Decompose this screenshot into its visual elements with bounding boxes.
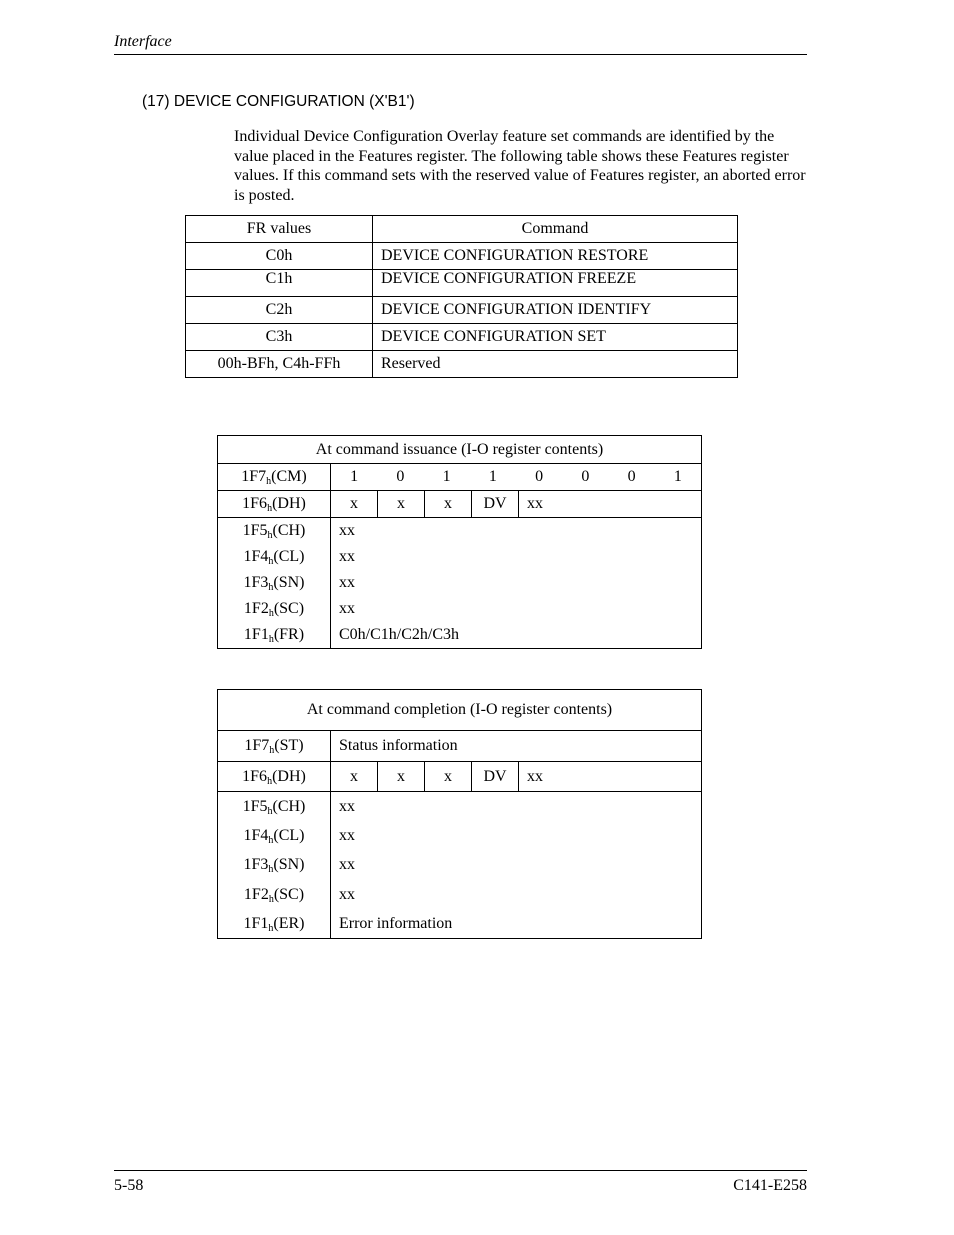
command-name: DEVICE CONFIGURATION SET — [373, 324, 738, 351]
bit-value: 1 — [350, 468, 359, 485]
register-value: xx — [339, 548, 355, 565]
register-row-dh — [218, 762, 702, 792]
fr-value: C3h — [186, 324, 373, 351]
fr-value: 00h-BFh, C4h-FFh — [186, 351, 373, 378]
col-command: Command — [373, 216, 738, 243]
table-row — [186, 297, 738, 324]
register-values — [331, 518, 702, 649]
dh-bits-rest: xx — [519, 491, 702, 518]
fr-value: C2h — [186, 297, 373, 324]
command-name: DEVICE CONFIGURATION IDENTIFY — [373, 297, 738, 324]
register-value: xx — [339, 522, 355, 539]
fr-value: C1h — [186, 270, 373, 297]
dh-bit: x — [331, 762, 378, 792]
register-value: xx — [339, 574, 355, 591]
dh-bit: x — [378, 762, 425, 792]
bit-value: 0 — [535, 468, 544, 485]
col-fr-values: FR values — [186, 216, 373, 243]
dh-bit: x — [331, 491, 378, 518]
register-labels: $1F5_h(CH)$ $1F4_h(CL)$ $1F3_h(SN)$ $1F2_h(SC)$ $1F1_h(FR)$ — [218, 518, 331, 649]
command-name: DEVICE CONFIGURATION FREEZE — [373, 270, 738, 297]
register-value: xx — [339, 798, 355, 815]
document-id: C141-E258 — [733, 1177, 807, 1194]
intro-paragraph: Individual Device Configuration Overlay feature set commands are identified by the value placed in the Features register. The following table shows these Features register values. If this command sets with the reserved value of Features register, an aborted error is posted. — [234, 128, 806, 205]
dh-bit-dv: DV — [472, 491, 519, 518]
register-value: xx — [339, 827, 355, 845]
completion-table-title-row — [218, 690, 702, 731]
register-rows-group — [218, 518, 702, 649]
register-labels: $1F5_h(CH)$ $1F4_h(CL)$ $1F3_h(SN)$ $1F2_h(SC)$ $1F1_h(ER)$ — [218, 792, 331, 939]
issuance-register-table — [217, 435, 702, 649]
issuance-table-title: At command issuance (I-O register contents) — [218, 436, 702, 464]
dh-bit: x — [425, 491, 472, 518]
register-label: $1F6_h(DH)$ — [218, 762, 331, 792]
bit-value: 1 — [442, 468, 451, 485]
dh-bit: x — [425, 762, 472, 792]
features-table — [185, 215, 738, 378]
completion-table-title: At command completion (I-O register contents) — [218, 690, 702, 731]
page-header — [114, 30, 807, 55]
register-values — [331, 792, 702, 939]
issuance-table-title-row — [218, 436, 702, 464]
bit-value: 0 — [581, 468, 590, 485]
register-label: $1F6_h(DH)$ — [218, 491, 331, 518]
command-code-bits — [331, 464, 702, 491]
bit-value: 1 — [488, 468, 497, 485]
fr-value: C0h — [186, 243, 373, 270]
completion-register-table — [217, 689, 702, 939]
register-value: Error information — [339, 914, 453, 932]
register-label: $1F7_h(CM)$ — [218, 464, 331, 491]
table-row — [186, 324, 738, 351]
register-rows-group — [218, 792, 702, 939]
status-value: Status information — [331, 731, 702, 762]
page-footer — [114, 1170, 807, 1194]
features-table-header — [186, 216, 738, 243]
header-section-name: Interface — [114, 33, 172, 50]
bit-value: 0 — [396, 468, 405, 485]
section-title: (17) DEVICE CONFIGURATION (X'B1') — [142, 93, 415, 110]
dh-bits-rest: xx — [519, 762, 702, 792]
dh-bit: x — [378, 491, 425, 518]
register-value: C0h/C1h/C2h/C3h — [339, 626, 460, 643]
register-row-cm — [218, 464, 702, 491]
register-label: $1F7_h(ST)$ — [218, 731, 331, 762]
register-row-st — [218, 731, 702, 762]
table-row — [186, 243, 738, 270]
table-row — [186, 351, 738, 378]
bit-value: 0 — [627, 468, 636, 485]
page-number: 5-58 — [114, 1177, 144, 1194]
table-row — [186, 270, 738, 297]
command-name: DEVICE CONFIGURATION RESTORE — [373, 243, 738, 270]
register-row-dh — [218, 491, 702, 518]
command-name: Reserved — [373, 351, 738, 378]
bit-value: 1 — [673, 468, 682, 485]
dh-bit-dv: DV — [472, 762, 519, 792]
register-value: xx — [339, 885, 355, 903]
register-value: xx — [339, 600, 355, 617]
register-value: xx — [339, 856, 355, 874]
